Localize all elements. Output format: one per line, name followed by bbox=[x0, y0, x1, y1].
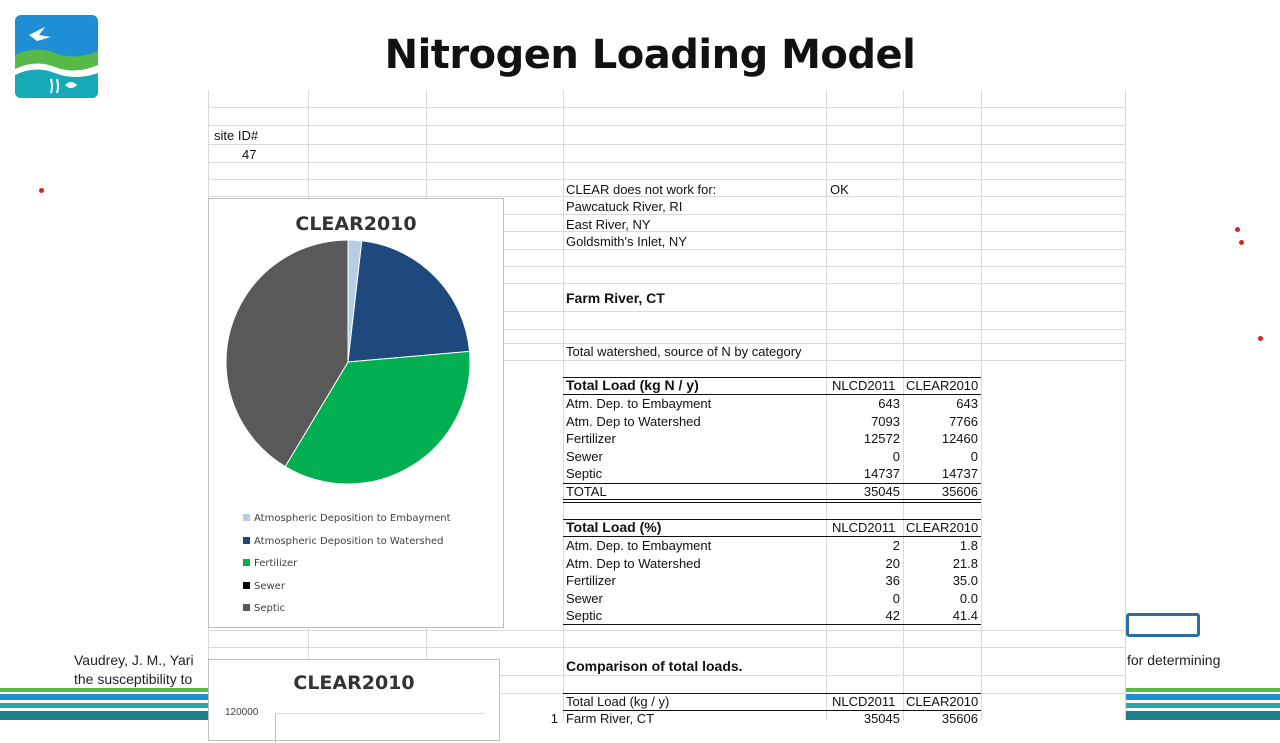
pct-row-clear: 1.8 bbox=[959, 538, 978, 553]
exclusion-item: Goldsmith's Inlet, NY bbox=[566, 234, 687, 249]
grid-row-line bbox=[208, 125, 1126, 126]
load-row-label: Septic bbox=[566, 466, 603, 481]
legend-swatch bbox=[243, 582, 250, 589]
legend-label: Fertilizer bbox=[254, 558, 298, 569]
bar-chart[interactable] bbox=[208, 659, 500, 741]
grid-row-line bbox=[208, 647, 1126, 648]
citation-right: for determining bbox=[1127, 652, 1221, 668]
pie-plot bbox=[209, 239, 503, 549]
legend-label: Sewer bbox=[254, 580, 285, 592]
legend-swatch bbox=[243, 604, 250, 611]
load-total-nlcd: 35045 bbox=[863, 484, 900, 499]
comparison-row-label: Farm River, CT bbox=[566, 711, 655, 726]
site-id-value[interactable]: 47 bbox=[242, 147, 257, 162]
marker-dot bbox=[1258, 336, 1263, 341]
load-row-clear: 14737 bbox=[941, 466, 978, 481]
bar-chart-title: CLEAR2010 bbox=[293, 672, 415, 694]
comparison-header-label: Total Load (kg / y) bbox=[566, 694, 670, 709]
pct-row-label: Atm. Dep to Watershed bbox=[566, 555, 701, 571]
clear-note: CLEAR does not work for: bbox=[566, 182, 717, 197]
table-subtitle: Total watershed, source of N by category bbox=[566, 344, 802, 359]
pct-row-clear: 41.4 bbox=[952, 608, 978, 623]
legend-label: Atmospheric Deposition to Watershed bbox=[254, 535, 444, 547]
load-row-label: Sewer bbox=[566, 448, 603, 464]
clear-note-status: OK bbox=[830, 182, 849, 197]
load-row-label: Atm. Dep. to Embayment bbox=[566, 396, 712, 411]
load-table-header-clear: CLEAR2010 bbox=[906, 378, 979, 393]
legend-swatch bbox=[243, 537, 250, 544]
comparison-title: Comparison of total loads. bbox=[566, 658, 743, 674]
marker-dot bbox=[39, 188, 44, 193]
load-row-clear: 0 bbox=[970, 448, 978, 464]
site-name: Farm River, CT bbox=[566, 290, 665, 306]
load-row-nlcd: 12572 bbox=[863, 431, 900, 446]
pct-table-header-label: Total Load (%) bbox=[566, 519, 662, 535]
pct-table-header-clear: CLEAR2010 bbox=[906, 520, 979, 535]
pct-row-label: Atm. Dep. to Embayment bbox=[566, 538, 712, 553]
load-table-header-label: Total Load (kg N / y) bbox=[566, 377, 699, 393]
callout-box bbox=[1126, 613, 1200, 637]
marker-dot bbox=[1235, 227, 1240, 232]
pct-row-label: Fertilizer bbox=[566, 573, 616, 588]
load-row-label: Fertilizer bbox=[566, 431, 616, 446]
load-row-label: Atm. Dep to Watershed bbox=[566, 413, 701, 429]
load-row-clear: 643 bbox=[956, 396, 978, 411]
load-row-clear: 7766 bbox=[949, 413, 978, 429]
bar-chart-y-axis bbox=[275, 713, 276, 743]
pct-row-clear: 0.0 bbox=[959, 590, 978, 606]
grid-row-line bbox=[208, 107, 1126, 108]
exclusion-item: Pawcatuck River, RI bbox=[566, 199, 683, 214]
spreadsheet bbox=[208, 90, 1126, 726]
legend-label: Septic bbox=[254, 603, 286, 614]
exclusion-item: East River, NY bbox=[566, 217, 651, 232]
grid-row-line bbox=[208, 162, 1126, 163]
pct-table-header-nlcd: NLCD2011 bbox=[832, 520, 896, 535]
pct-row-clear: 35.0 bbox=[952, 573, 978, 588]
legend-swatch bbox=[243, 559, 250, 566]
pct-row-nlcd: 0 bbox=[892, 590, 900, 606]
load-row-nlcd: 7093 bbox=[871, 413, 900, 429]
citation-line2: the susceptibility to bbox=[74, 671, 193, 687]
marker-dot bbox=[1239, 240, 1244, 245]
bar-chart-y-tick: 120000 bbox=[225, 707, 259, 718]
grid-row-line bbox=[208, 144, 1126, 145]
pct-row-nlcd: 36 bbox=[885, 573, 900, 588]
load-row-nlcd: 0 bbox=[892, 448, 900, 464]
load-total-clear: 35606 bbox=[941, 484, 978, 499]
comparison-row-clear: 35606 bbox=[941, 711, 978, 726]
pie-chart[interactable] bbox=[208, 198, 504, 628]
legend-item bbox=[243, 603, 285, 614]
pct-row-label: Sewer bbox=[566, 590, 603, 606]
comparison-row-index: 1 bbox=[550, 711, 558, 726]
legend-label: Atmospheric Deposition to Embayment bbox=[254, 513, 451, 524]
legend-item bbox=[243, 558, 297, 569]
grid-row-line bbox=[208, 630, 1126, 631]
citation-line1: Vaudrey, J. M., Yari bbox=[74, 652, 194, 668]
bar-chart-gridline bbox=[275, 713, 485, 714]
slide-title: Nitrogen Loading Model bbox=[384, 32, 916, 78]
site-id-label: site ID# bbox=[214, 128, 259, 143]
legend-item bbox=[243, 581, 285, 592]
pie-slice-atmospheric-deposition-to-watershed bbox=[348, 241, 470, 362]
pct-row-nlcd: 20 bbox=[885, 555, 900, 571]
pct-row-label: Septic bbox=[566, 608, 603, 623]
pct-row-nlcd: 2 bbox=[892, 538, 900, 553]
load-row-clear: 12460 bbox=[941, 431, 978, 446]
legend-item bbox=[243, 513, 451, 524]
comparison-header-nlcd: NLCD2011 bbox=[832, 694, 896, 709]
comparison-row-nlcd: 35045 bbox=[863, 711, 900, 726]
load-row-nlcd: 643 bbox=[878, 396, 900, 411]
load-total-label: TOTAL bbox=[566, 484, 607, 499]
load-table-header-nlcd: NLCD2011 bbox=[832, 378, 896, 393]
load-row-nlcd: 14737 bbox=[863, 466, 900, 481]
grid-row-line bbox=[208, 179, 1126, 180]
legend-item bbox=[243, 536, 444, 547]
legend-swatch bbox=[243, 514, 250, 521]
pie-chart-title: CLEAR2010 bbox=[295, 213, 417, 235]
pct-row-clear: 21.8 bbox=[952, 555, 978, 571]
comparison-header-clear: CLEAR2010 bbox=[906, 694, 979, 709]
pct-row-nlcd: 42 bbox=[885, 608, 900, 623]
